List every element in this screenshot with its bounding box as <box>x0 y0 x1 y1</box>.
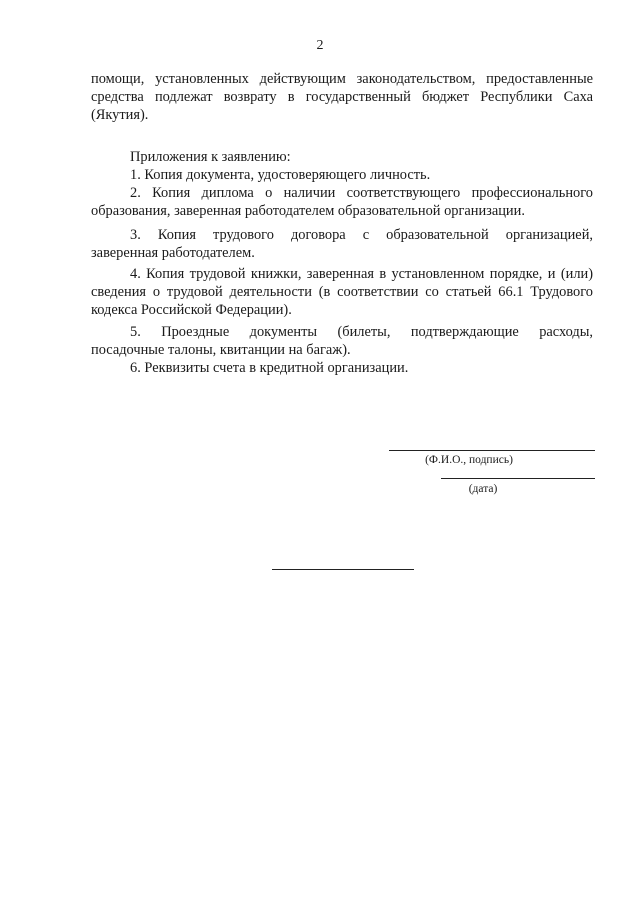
attachment-4-line-2: сведения о трудовой деятельности (в соответствии со статьей 66.1 Трудового <box>91 284 593 300</box>
attachment-4-line-1: 4. Копия трудовой книжки, заверенная в установленном порядке, и (или) <box>130 266 593 282</box>
attachment-2-line-1: 2. Копия диплома о наличии соответствующего профессионального <box>130 185 593 201</box>
intro-line-1: помощи, установленных действующим законодательством, предоставленные <box>91 71 593 87</box>
attachment-5-line-2: посадочные талоны, квитанции на багаж). <box>91 342 351 358</box>
attachment-3-line-1: 3. Копия трудового договора с образовательной организацией, <box>130 227 593 243</box>
date-line <box>441 478 595 479</box>
intro-line-2: средства подлежат возврату в государственный бюджет Республики Саха <box>91 89 593 105</box>
date-caption: (дата) <box>468 483 498 495</box>
end-separator <box>272 569 414 570</box>
attachments-heading: Приложения к заявлению: <box>130 149 291 165</box>
signature-line <box>389 450 595 451</box>
attachment-1: 1. Копия документа, удостоверяющего личность. <box>130 167 431 183</box>
signature-caption: (Ф.И.О., подпись) <box>425 454 513 466</box>
attachment-3-line-2: заверенная работодателем. <box>91 245 255 261</box>
attachment-6: 6. Реквизиты счета в кредитной организации. <box>130 360 409 376</box>
page-number: 2 <box>316 38 324 53</box>
attachment-5-line-1: 5. Проездные документы (билеты, подтверждающие расходы, <box>130 324 593 340</box>
attachment-4-line-3: кодекса Российской Федерации). <box>91 302 292 318</box>
intro-line-3: (Якутия). <box>91 107 149 123</box>
attachment-2-line-2: образования, заверенная работодателем образовательной организации. <box>91 203 525 219</box>
